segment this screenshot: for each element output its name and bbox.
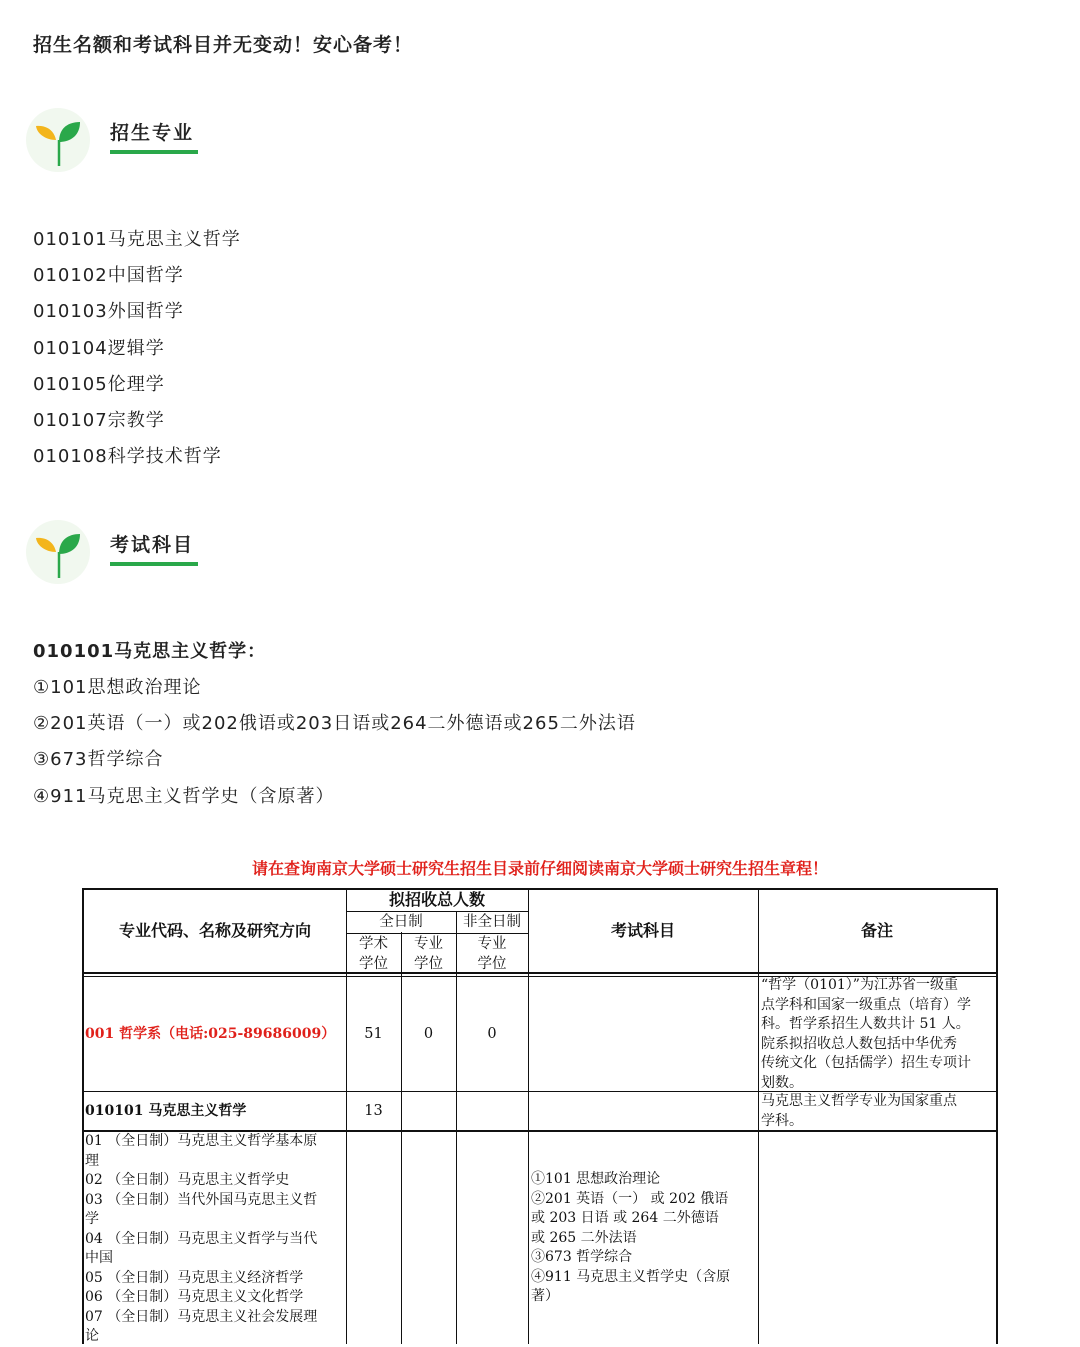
header-subjects: 考试科目 [610, 921, 675, 940]
row-department: 001 哲学系（电话:025-89686009） [85, 1026, 336, 1042]
list-item: ③673哲学综合 [33, 749, 164, 771]
list-item: ①101思想政治理论 [33, 677, 202, 698]
sprout-icon [26, 108, 90, 172]
table-rule [346, 933, 528, 934]
row-subjects: ①101 思想政治理论 ②201 英语（一） 或 202 俄语 或 203 日语 或 264 二外德语 或 265 二外法语 ③673 哲学综合 ④911 马克思主义哲学史（含原 著） [531, 1171, 731, 1304]
sprout-icon [26, 520, 90, 584]
list-item: 010107宗教学 [33, 409, 165, 431]
row-academic-count: 51 [364, 1026, 383, 1042]
header-quota: 拟招收总人数 [388, 890, 485, 909]
catalog-table-image [82, 888, 998, 1344]
row-remarks: 马克思主义哲学专业为国家重点 学科。 [761, 1093, 957, 1129]
row-major: 010101 马克思主义哲学 [85, 1103, 247, 1119]
exam-subjects-list [33, 670, 636, 815]
table-border [82, 888, 998, 890]
intro-text: 招生名额和考试科目并无变动！安心备考！ [33, 34, 414, 56]
table-border [82, 888, 84, 1344]
section-underline [110, 150, 198, 154]
table-rule [528, 888, 529, 1344]
section-header-majors [26, 108, 326, 174]
header-major: 专业代码、名称及研究方向 [118, 921, 311, 940]
table-rule [82, 972, 998, 974]
row-remarks: “哲学（0101）”为江苏省一级重 点学科和国家一级重点（培育）学 科。哲学系招生人数共计 51 人。 院系拟招收总人数包括中华优秀 传统文化（包括儒学）招生专项计 划数。 [761, 977, 971, 1091]
header-part-time: 非全日制 [463, 914, 521, 930]
header-part-professional-degree: 专业 学位 [477, 936, 507, 972]
header-remarks: 备注 [860, 921, 893, 940]
exam-major-heading: 010101马克思主义哲学： [33, 641, 267, 662]
section-underline [110, 562, 198, 566]
row-directions: 01 （全日制）马克思主义哲学基本原 理 02 （全日制）马克思主义哲学史 03 （全日制）当代外国马克思主义哲 学 04 （全日制）马克思主义哲学与当代 中国 05 （全日制）马克思主义经济哲学 06 （全日制）马克思主义文化哲学 07 （全日制）马克思主义社会发展理 论 [85, 1133, 318, 1344]
list-item: 010103外国哲学 [33, 301, 184, 323]
list-item: ④911马克思主义哲学史（含原著） [33, 785, 335, 807]
table-rule [346, 911, 528, 912]
majors-list [33, 222, 241, 475]
section-title-majors: 招生专业 [110, 122, 195, 144]
table-rule [456, 912, 457, 1344]
list-item: 010104逻辑学 [33, 337, 165, 359]
header-academic-degree: 学术 学位 [359, 936, 388, 972]
row-professional-count: 0 [423, 1026, 434, 1042]
list-item: 010108科学技术哲学 [33, 446, 222, 468]
table-rule [401, 932, 402, 1344]
header-professional-degree: 专业 学位 [414, 936, 443, 972]
header-full-time: 全日制 [379, 914, 423, 930]
table-notice: 请在查询南京大学硕士研究生招生目录前仔细阅读南京大学硕士研究生招生章程！ [251, 859, 828, 878]
list-item: ②201英语（一）或202俄语或203日语或264二外德语或265二外法语 [33, 713, 636, 735]
list-item: 010105伦理学 [33, 373, 165, 395]
list-item: 010102中国哲学 [33, 265, 184, 287]
list-item: 010101马克思主义哲学 [33, 229, 241, 250]
row-part-time-count: 0 [487, 1026, 497, 1042]
section-title-exams: 考试科目 [110, 534, 195, 556]
section-header-exams [26, 520, 326, 586]
row-academic-count: 13 [364, 1103, 383, 1119]
